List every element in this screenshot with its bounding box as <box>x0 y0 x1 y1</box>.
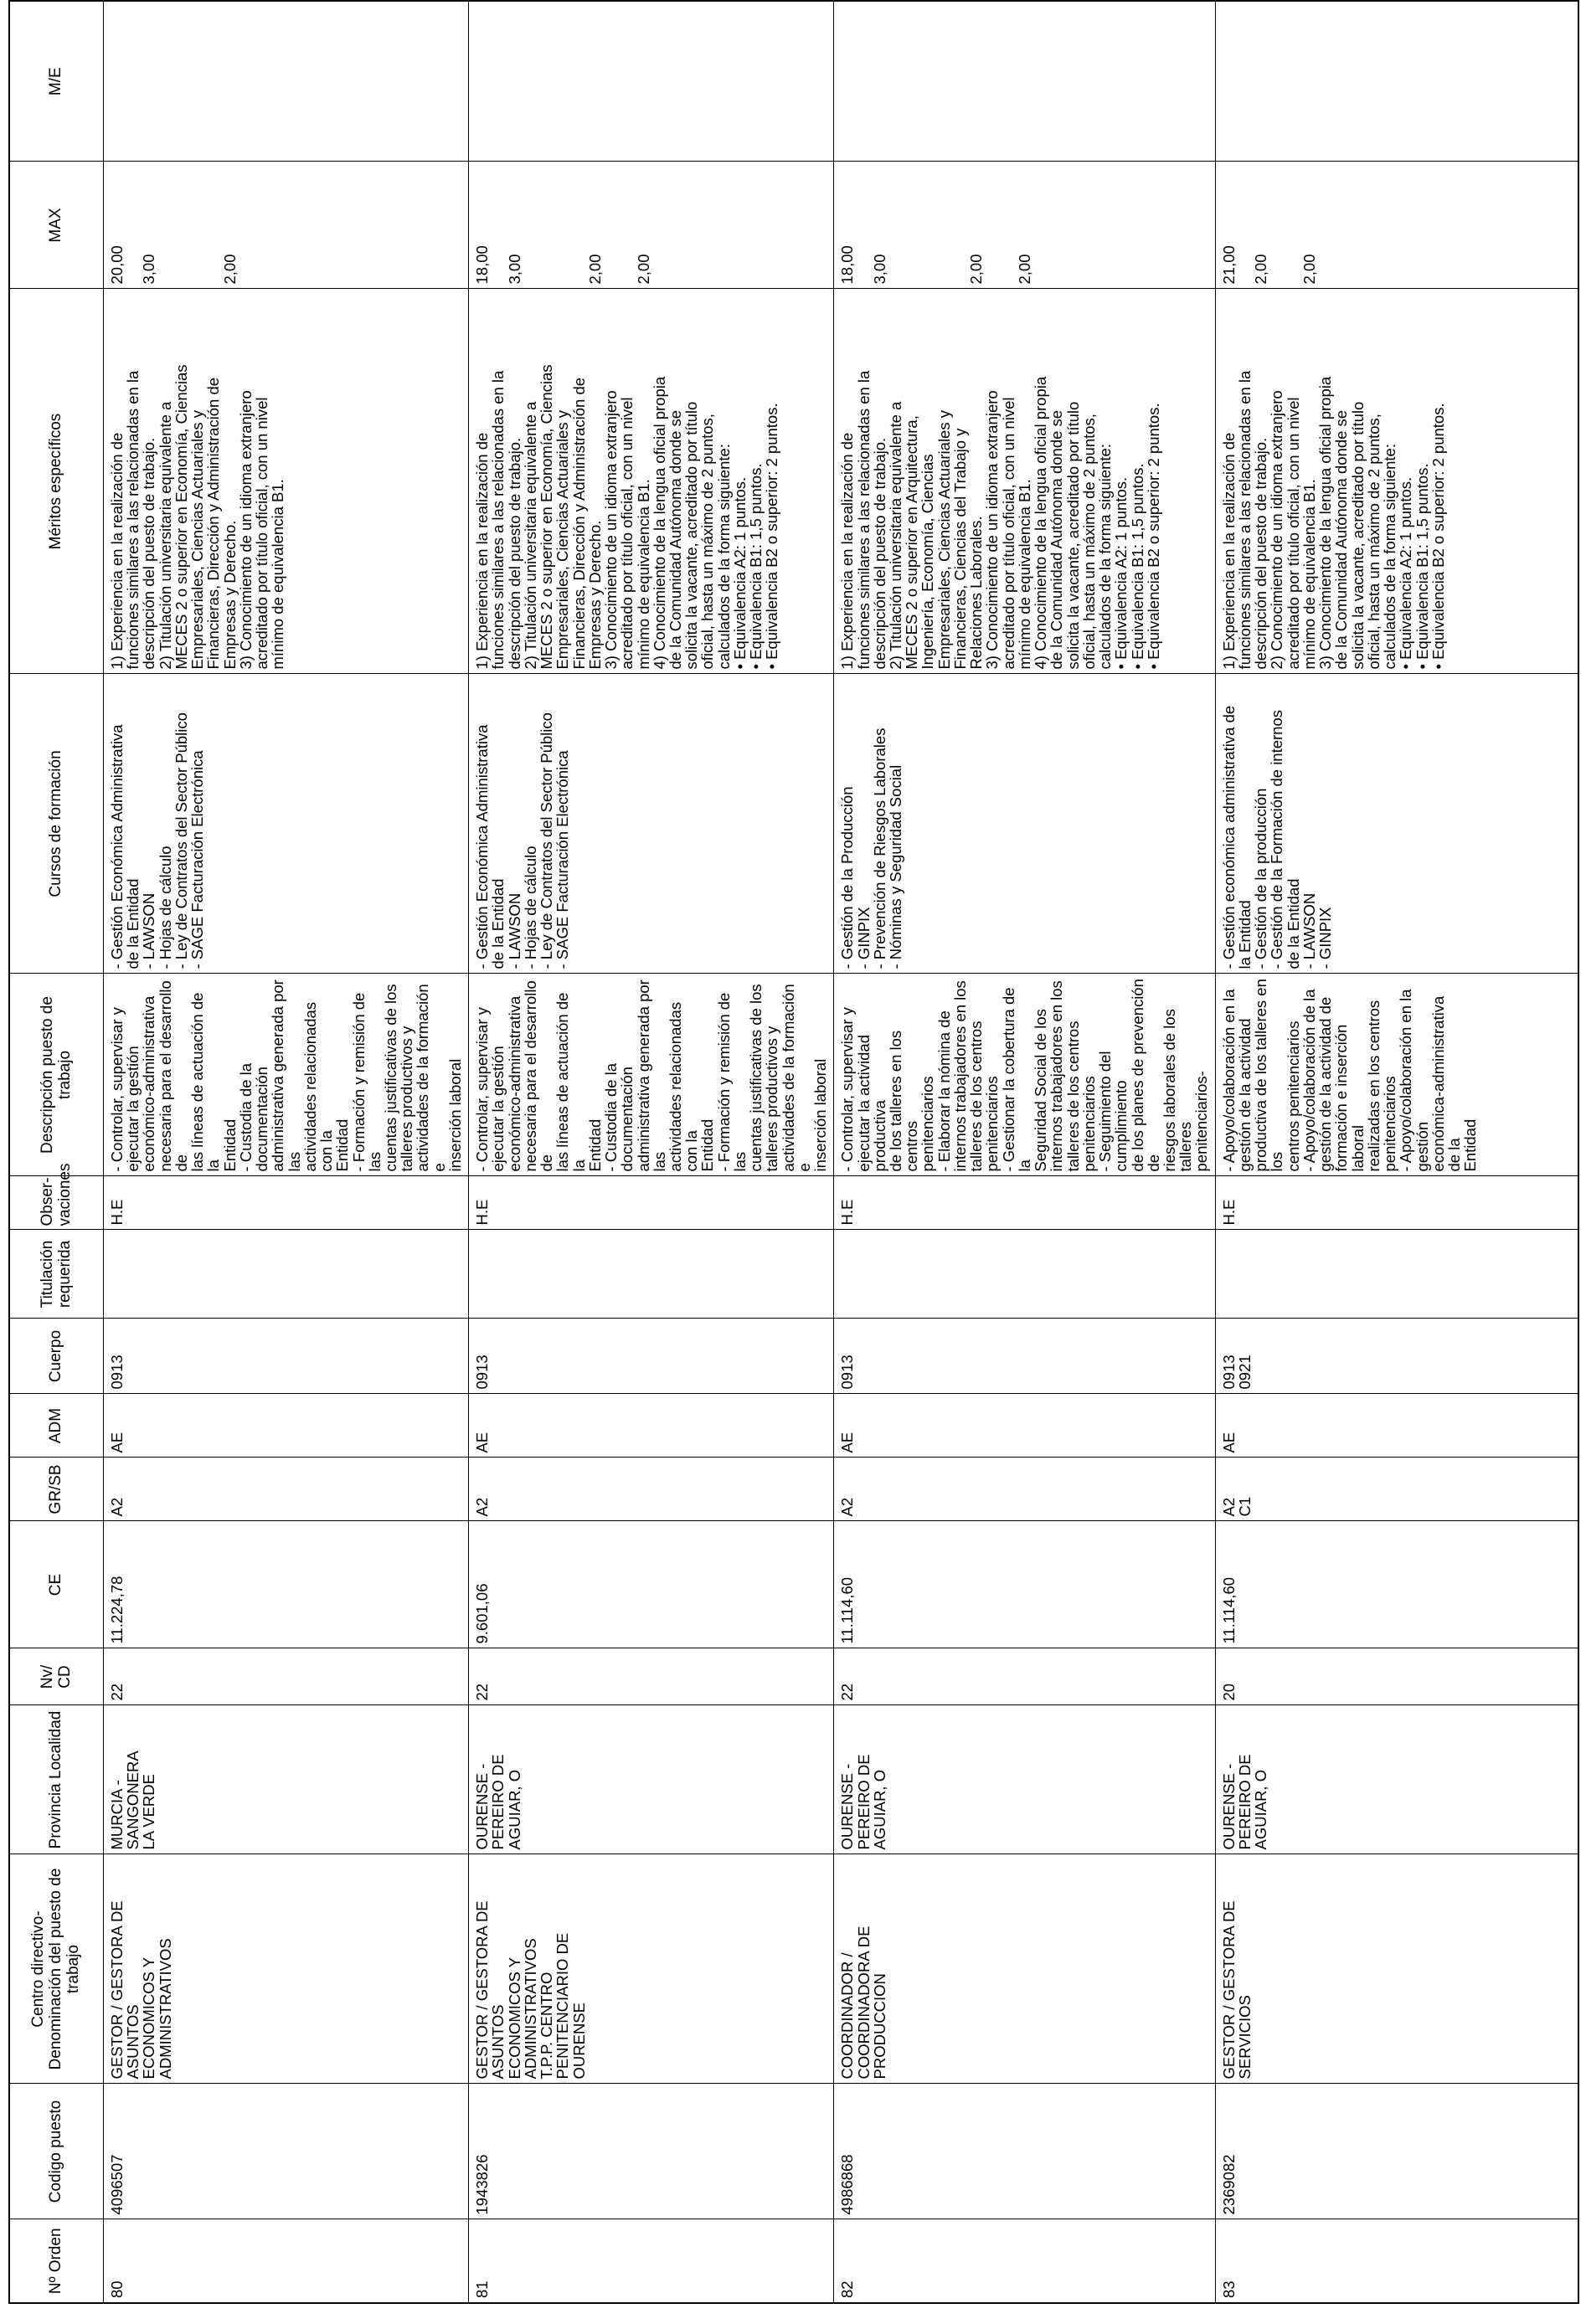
cell-orden: 81 <box>469 2219 834 2303</box>
cell-obs: H.E <box>834 1176 1215 1230</box>
cell-nv: 22 <box>469 1648 834 1705</box>
cell-provincia: OURENSE - PEREIRO DE AGUIAR, O <box>469 1705 834 1854</box>
cell-centro <box>104 1854 469 2084</box>
cell-cuerpo: 0913 <box>469 1319 834 1394</box>
cell-titulacion <box>469 1230 834 1319</box>
cell-me <box>834 1 1215 162</box>
cell-orden: 80 <box>104 2219 469 2303</box>
header-cuerpo: Cuerpo <box>9 1319 104 1394</box>
cell-puesto: GESTOR / GESTORA DE ASUNTOS ECONOMICOS Y ADMINISTRATIVOS <box>108 1900 174 2080</box>
table-row <box>104 1 469 2303</box>
cell-descripcion: - Controlar, supervisar y ejecutar la actividad productiva de los talleres en los centros penitenciarios - Elaborar la nómina de internos trabajadores en los talleres de los centros penitenciarios - Gestionar la cobertura de la Seguridad Social de los internos trabajadores en los talleres de los centros penitenciarios - Seguimiento del cumplimiento de los planes de prevención de riesgos laborales de los talleres penitenciarios- <box>834 974 1215 1176</box>
header-adm: ADM <box>9 1394 104 1458</box>
cell-provincia: MURCIA - SANGONERA LA VERDE <box>104 1705 469 1854</box>
cell-gr: A2 <box>834 1458 1215 1521</box>
header-me: M/E <box>9 1 104 162</box>
cell-me <box>104 1 469 162</box>
cell-adm: AE <box>834 1394 1215 1458</box>
cell-me <box>469 1 834 162</box>
cell-adm: AE <box>469 1394 834 1458</box>
cell-meritos: 1) Experiencia en la realización de funciones similares a las relacionadas en la descripción del puesto de trabajo. 2) Titulación universitaria equivalente a MECES 2 o superior en Economía, Ciencias Empresariales, Ciencias Actuariales y Financieras, Dirección y Administración de Empresas y Derecho. 3) Conocimiento de un idioma extranjero acreditado por título oficial, con un nivel mínimo de equivalencia B1. <box>104 289 469 674</box>
cell-obs: H.E <box>469 1176 834 1230</box>
cell-puesto: GESTOR / GESTORA DE ASUNTOS ECONOMICOS Y ADMINISTRATIVOS <box>473 1900 539 2080</box>
header-codigo: Codigo puesto <box>9 2084 104 2219</box>
header-descripcion: Descripción puesto de trabajo <box>9 974 104 1176</box>
cell-centro <box>469 1854 834 2084</box>
cell-centro <box>834 1854 1215 2084</box>
cell-centro <box>1215 1854 1578 2084</box>
cell-obs: H.E <box>1215 1176 1578 1230</box>
cell-titulacion <box>104 1230 469 1319</box>
header-centro: Centro directivo- Denominación del puesto de trabajo <box>9 1854 104 2084</box>
header-gr: GR/SB <box>9 1458 104 1521</box>
cell-gr: A2 <box>104 1458 469 1521</box>
cell-codigo: 1943826 <box>469 2084 834 2219</box>
cell-descripcion: - Controlar, supervisar y ejecutar la gestión económico-administrativa necesaria para el desarrollo de las líneas de actuación de la Entidad - Custodia de la documentación administrativa generada por las actividades relacionadas con la Entidad - Formación y remisión de las cuentas justificativas de los talleres productivos y actividades de la formación e inserción laboral <box>469 974 834 1176</box>
cell-gr: A2 <box>469 1458 834 1521</box>
header-orden: Nº Orden <box>9 2219 104 2303</box>
cell-puesto: GESTOR / GESTORA DE SERVICIOS <box>1219 1900 1254 2080</box>
cell-nv: 22 <box>104 1648 469 1705</box>
cell-ce: 11.224,78 <box>104 1521 469 1648</box>
header-row <box>9 1 104 2303</box>
cell-puesto: COORDINADOR / COORDINADORA DE PRODUCCION <box>838 1926 888 2080</box>
cell-cursos: - Gestión de la Producción - GINPIX - Prevención de Riesgos Laborales - Nóminas y Seguridad Social <box>834 674 1215 974</box>
cell-adm: AE <box>1215 1394 1578 1458</box>
cell-cursos: - Gestión económica administrativa de la Entidad - Gestión de la producción - Gestión de la Formación de internos de la Entidad - LAWSON - GINPIX <box>1215 674 1578 974</box>
cell-centro-name: T.P.P. CENTRO PENITENCIARIO DE OURENSE <box>538 1932 588 2080</box>
cell-cuerpo: 0913 <box>834 1319 1215 1394</box>
header-titulacion: Titulación requerida <box>9 1230 104 1319</box>
job-positions-table <box>8 0 1579 2304</box>
table-row <box>469 1 834 2303</box>
cell-adm: AE <box>104 1394 469 1458</box>
cell-ce: 11.114,60 <box>1215 1521 1578 1648</box>
cell-cuerpo: 0913 0921 <box>1215 1319 1578 1394</box>
header-obs: Obser- vaciones <box>9 1176 104 1230</box>
cell-nv: 20 <box>1215 1648 1578 1705</box>
cell-max: 21,00 2,00 2,00 <box>1215 162 1578 289</box>
header-provincia: Provincia Localidad <box>9 1705 104 1854</box>
cell-gr: A2 C1 <box>1215 1458 1578 1521</box>
cell-titulacion <box>1215 1230 1578 1319</box>
cell-cursos: - Gestión Económica Administrativa de la Entidad - LAWSON - Hojas de cálculo - Ley de Contratos del Sector Público - SAGE Facturación Electrónica <box>469 674 834 974</box>
table-row <box>1215 1 1578 2303</box>
header-meritos: Méritos específicos <box>9 289 104 674</box>
cell-orden: 82 <box>834 2219 1215 2303</box>
cell-meritos: 1) Experiencia en la realización de funciones similares a las relacionadas en la descripción del puesto de trabajo. 2) Conocimiento de un idioma extranjero acreditado por título oficial, con un nivel mínimo de equivalencia B1. 3) Conocimiento de la lengua oficial propia de la Comunidad Autónoma donde se solicita la vacante, acreditado por título oficial, hasta un máximo de 2 puntos, calculados de la forma siguiente: • Equivalencia A2: 1 puntos. • Equivalencia B1: 1,5 puntos. • Equivalencia B2 o superior: 2 puntos. <box>1215 289 1578 674</box>
cell-cursos: - Gestión Económica Administrativa de la Entidad - LAWSON - Hojas de cálculo - Ley de Contratos del Sector Público - SAGE Facturación Electrónica <box>104 674 469 974</box>
cell-titulacion <box>834 1230 1215 1319</box>
cell-obs: H.E <box>104 1176 469 1230</box>
cell-meritos: 1) Experiencia en la realización de funciones similares a las relacionadas en la descripción del puesto de trabajo. 2) Titulación universitaria equivalente a MECES 2 o superior en Arquitectura, Ingeniería, Economía, Ciencias Empresariales, Ciencias Actuariales y Financieras, Ciencias del Trabajo y Relaciones Laborales. 3) Conocimiento de un idioma extranjero acreditado por título oficial, con un nivel mínimo de equivalencia B1. 4) Conocimiento de la lengua oficial propia de la Comunidad Autónoma donde se solicita la vacante, acreditado por título oficial, hasta un máximo de 2 puntos, calculados de la forma siguiente: • Equivalencia A2: 1 puntos. • Equivalencia B1: 1,5 puntos. • Equivalencia B2 o superior: 2 puntos. <box>834 289 1215 674</box>
cell-codigo: 4986868 <box>834 2084 1215 2219</box>
cell-me <box>1215 1 1578 162</box>
header-cursos: Cursos de formación <box>9 674 104 974</box>
cell-max: 18,00 3,00 2,00 2,00 <box>834 162 1215 289</box>
cell-codigo: 4096507 <box>104 2084 469 2219</box>
cell-cuerpo: 0913 <box>104 1319 469 1394</box>
header-max: MAX <box>9 162 104 289</box>
cell-ce: 11.114,60 <box>834 1521 1215 1648</box>
cell-max: 20,00 3,00 2,00 <box>104 162 469 289</box>
cell-codigo: 2369082 <box>1215 2084 1578 2219</box>
cell-orden: 83 <box>1215 2219 1578 2303</box>
cell-descripcion: - Controlar, supervisar y ejecutar la gestión económico-administrativa necesaria para el desarrollo de las líneas de actuación de la Entidad - Custodia de la documentación administrativa generada por las actividades relacionadas con la Entidad - Formación y remisión de las cuentas justificativas de los talleres productivos y actividades de la formación e inserción laboral <box>104 974 469 1176</box>
cell-descripcion: - Apoyo/colaboración en la gestión de la actividad productiva de los talleres en los centros penitenciarios - Apoyo/colaboración de la gestión de la actividad de formación e inserción laboral realizadas en los centros penitenciarios - Apoyo/colaboración en la gestión económica-administrativa de la Entidad <box>1215 974 1578 1176</box>
cell-provincia: OURENSE - PEREIRO DE AGUIAR, O <box>834 1705 1215 1854</box>
cell-nv: 22 <box>834 1648 1215 1705</box>
table-row <box>834 1 1215 2303</box>
cell-provincia: OURENSE - PEREIRO DE AGUIAR, O <box>1215 1705 1578 1854</box>
header-ce: CE <box>9 1521 104 1648</box>
cell-meritos: 1) Experiencia en la realización de funciones similares a las relacionadas en la descripción del puesto de trabajo. 2) Titulación universitaria equivalente a MECES 2 o superior en Economía, Ciencias Empresariales, Ciencias Actuariales y Financieras, Dirección y Administración de Empresas y Derecho. 3) Conocimiento de un idioma extranjero acreditado por título oficial, con un nivel mínimo de equivalencia B1. 4) Conocimiento de la lengua oficial propia de la Comunidad Autónoma donde se solicita la vacante, acreditado por título oficial, hasta un máximo de 2 puntos, calculados de la forma siguiente: • Equivalencia A2: 1 puntos. • Equivalencia B1: 1,5 puntos. • Equivalencia B2 o superior: 2 puntos. <box>469 289 834 674</box>
header-nv: Nv/ CD <box>9 1648 104 1705</box>
cell-max: 18,00 3,00 2,00 2,00 <box>469 162 834 289</box>
cell-ce: 9.601,06 <box>469 1521 834 1648</box>
